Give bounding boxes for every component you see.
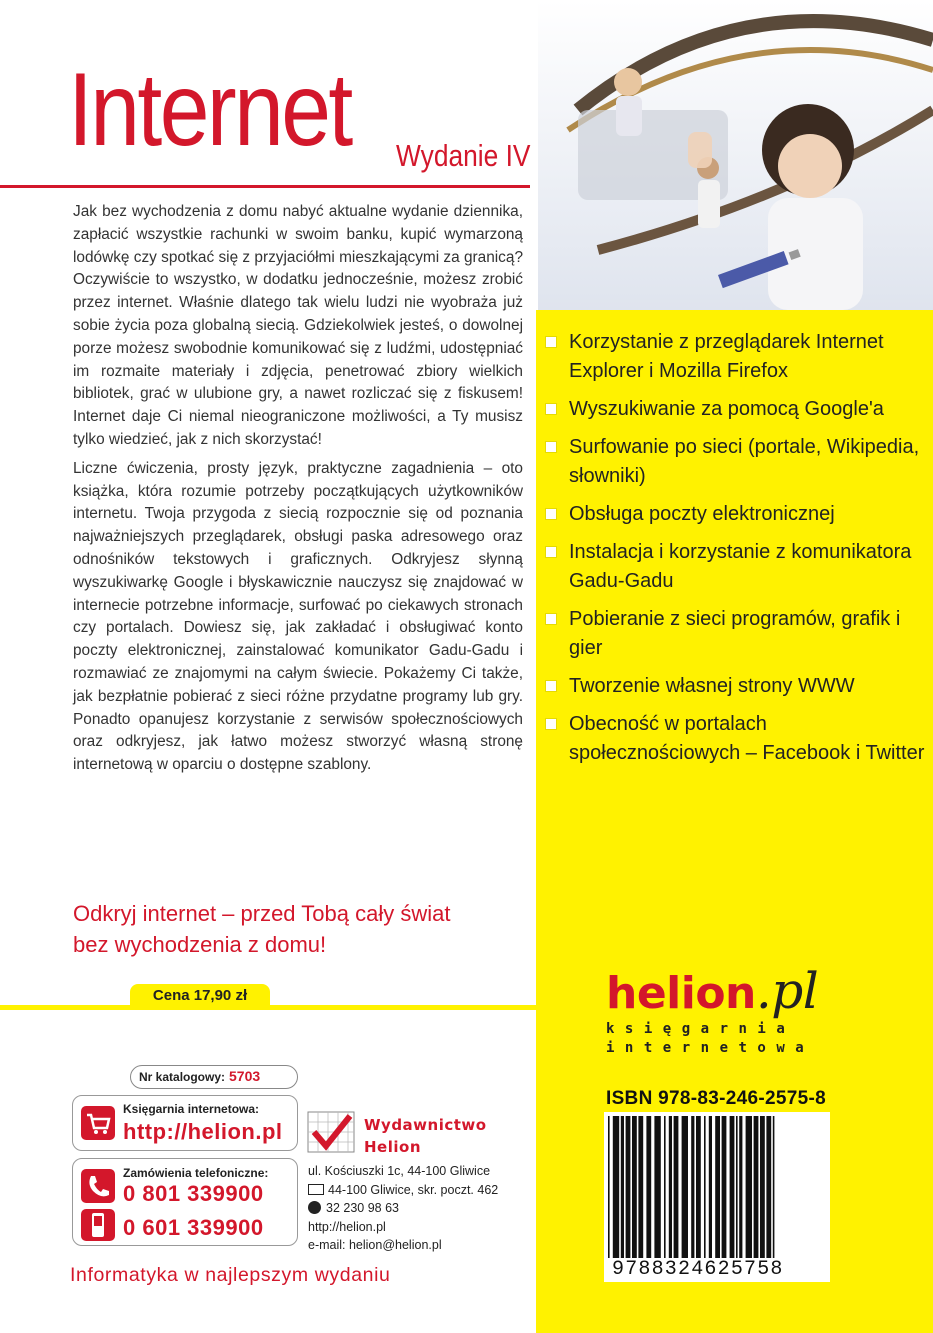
phone-orders-box [72, 1158, 298, 1246]
envelope-icon [308, 1184, 324, 1195]
address-postbox-row [308, 1181, 498, 1200]
feature-text: Surfowanie po sieci (portale, Wikipedia, słowniki) [569, 436, 920, 487]
bullet-square-icon [545, 403, 557, 415]
bullet-square-icon [545, 508, 557, 520]
barcode-bar [632, 1116, 637, 1258]
list-item [545, 433, 925, 491]
bullet-square-icon [545, 718, 557, 730]
address-phone: 32 230 98 63 [326, 1201, 399, 1215]
barcode-bar [626, 1116, 631, 1258]
barcode-bar [766, 1116, 771, 1258]
barcode-bar [621, 1116, 624, 1258]
tagline [73, 898, 533, 960]
barcode-bar [704, 1116, 706, 1258]
feature-text: Pobieranie z sieci programów, grafik i gier [569, 608, 901, 659]
barcode-bar [696, 1116, 701, 1258]
phone-number-1[interactable]: 0 801 339900 [123, 1181, 264, 1206]
barcode-bar [773, 1116, 775, 1258]
logo-subtitle-line-2: internetowa [606, 1040, 815, 1056]
address-street: ul. Kościuszki 1c, 44-100 Gliwice [308, 1164, 491, 1178]
footer-slogan: Informatyka w najlepszym wydaniu [70, 1264, 391, 1286]
list-item [545, 328, 925, 386]
barcode-bar [691, 1116, 694, 1258]
feature-text: Instalacja i korzystanie z komunikatora Gadu-Gadu [569, 541, 912, 592]
helion-logo [606, 962, 818, 1020]
catalog-number: 5703 [229, 1068, 261, 1084]
shop-label: Księgarnia internetowa: [123, 1102, 260, 1116]
title-rule [0, 185, 530, 188]
price-badge: Cena 17,90 zł [130, 984, 270, 1008]
publisher-address [308, 1162, 498, 1255]
address-postbox: 44-100 Gliwice, skr. poczt. 462 [328, 1182, 499, 1197]
mobile-phone-icon [81, 1209, 115, 1241]
feature-text: Tworzenie własnej strony WWW [569, 675, 855, 697]
tagline-line-2: bez wychodzenia z domu! [73, 932, 327, 957]
feature-text: Obsługa poczty elektronicznej [569, 503, 835, 525]
barcode-bar [674, 1116, 679, 1258]
barcode-bar [682, 1116, 688, 1258]
publisher-name [364, 1114, 487, 1158]
list-item [545, 500, 925, 529]
telephone-icon [308, 1201, 321, 1214]
book-description [73, 201, 523, 783]
bullet-square-icon [545, 680, 557, 692]
bullet-square-icon [545, 546, 557, 558]
barcode-bar [722, 1116, 727, 1258]
bullet-square-icon [545, 336, 557, 348]
barcode-bar [709, 1116, 712, 1258]
barcode-bar [608, 1116, 610, 1258]
barcode-bar [730, 1116, 735, 1258]
list-item [545, 672, 925, 701]
phone-icon [81, 1169, 115, 1203]
barcode-bar [646, 1116, 651, 1258]
logo-name: helion [606, 968, 756, 1019]
isbn-label: ISBN 978-83-246-2575-8 [606, 1088, 826, 1109]
feature-text: Korzystanie z przeglądarek Internet Explorer i Mozilla Firefox [569, 331, 884, 382]
edition-label: Wydanie IV [396, 138, 531, 173]
feature-text: Obecność w portalach społecznościowych – Facebook i Twitter [569, 713, 925, 764]
description-paragraph-1: Jak bez wychodzenia z domu nabyć aktualne wydanie dziennika, zapłacić wszystkie rachunki w swoim banku, kupić wymarzoną lodówkę czy spotkać się z przyjaciółmi mieszkającymi za granicą? Oczywiście to wszystko, w dodatku jednocześnie, możesz zrobić przez internet. Właśnie dlatego tak wielu ludzi nie wyobraża już sobie życia poza globalną siecią. Gdziekolwiek jesteś, o dowolnej porze możesz swobodnie komunikować się z ludźmi, udostępniać im rozmaite materiały i zdjęcia, penetrować zbiory wielkich bibliotek, grać w ulubione gry, a nawet rozliczać się z fiskusem! Internet daje Ci niemal nieograniczone możliwości, a Ty musisz tylko wiedzieć, jak z nich skorzystać! [73, 203, 523, 448]
barcode-bar [746, 1116, 752, 1258]
feature-text: Wyszukiwanie za pomocą Google'a [569, 398, 884, 420]
shop-url[interactable]: http://helion.pl [123, 1119, 283, 1144]
barcode-bar [736, 1116, 738, 1258]
cover-illustration [538, 0, 933, 310]
price-rule [0, 1005, 600, 1010]
address-phone-row [308, 1199, 498, 1218]
barcode-digits: 9788324625758 [612, 1258, 784, 1281]
logo-subtitle [606, 1020, 814, 1058]
list-item [545, 710, 925, 768]
description-paragraph-2: Liczne ćwiczenia, prosty język, praktyczne zagadnienia – oto książka, która rozumie potrzeby początkujących użytkowników internetu. Twoja przygoda z siecią rozpocznie się od poznania najważniejszych przeglądarek, obsługi paska adresowego oraz odnośników tekstowych i graficznych. Odkryjesz słynną wyszukiwarkę Google i błyskawicznie nauczysz się znajdować w internecie potrzebne informacje, surfować po ciekawych stronach czy portalach. Dowiesz się, jak zakładać i obsługiwać konto poczty elektronicznej, zainstalować komunikator Gadu-Gadu i rozmawiać ze znajomymi na całym świecie. Pokażemy Ci także, jak bezpłatnie pobierać z sieci różne przydatne programy lub gry. Ponadto opanujesz korzystanie z serwisów społecznościowych oraz odkryjesz, jak łatwo możesz stworzyć własną stronę internetową w oparciu o dostępne szablony. [73, 459, 523, 774]
barcode-bar [760, 1116, 765, 1258]
publisher-name-line-1: Wydawnictwo [364, 1116, 487, 1134]
barcode-bar [638, 1116, 643, 1258]
address-email[interactable]: e-mail: helion@helion.pl [308, 1238, 442, 1252]
phone-number-2[interactable]: 0 601 339900 [123, 1215, 264, 1240]
tagline-line-1: Odkryj internet – przed Tobą cały świat [73, 901, 451, 926]
barcode-bar [754, 1116, 759, 1258]
cart-icon [81, 1106, 115, 1140]
phone-label: Zamówienia telefoniczne: [123, 1166, 269, 1180]
feature-list [545, 328, 925, 777]
publisher-logo-icon [306, 1110, 356, 1154]
book-title: Internet [68, 52, 351, 168]
logo-subtitle-line-1: księgarnia [606, 1021, 796, 1037]
bullet-square-icon [545, 441, 557, 453]
logo-suffix: .pl [755, 962, 819, 1020]
barcode-bar [613, 1116, 619, 1258]
catalog-number-badge [130, 1065, 298, 1089]
list-item [545, 395, 925, 424]
bullet-square-icon [545, 613, 557, 625]
barcode-bar [715, 1116, 720, 1258]
barcode-bar [739, 1116, 742, 1258]
catalog-label: Nr katalogowy: [139, 1070, 226, 1084]
barcode-bar [669, 1116, 672, 1258]
barcode-bars [604, 1112, 830, 1262]
publisher-name-line-2: Helion [364, 1138, 421, 1156]
list-item [545, 538, 925, 596]
list-item [545, 605, 925, 663]
online-shop-box [72, 1095, 298, 1151]
barcode [604, 1112, 830, 1282]
address-www[interactable]: http://helion.pl [308, 1219, 386, 1234]
barcode-bar [664, 1116, 666, 1258]
barcode-bar [654, 1116, 660, 1258]
